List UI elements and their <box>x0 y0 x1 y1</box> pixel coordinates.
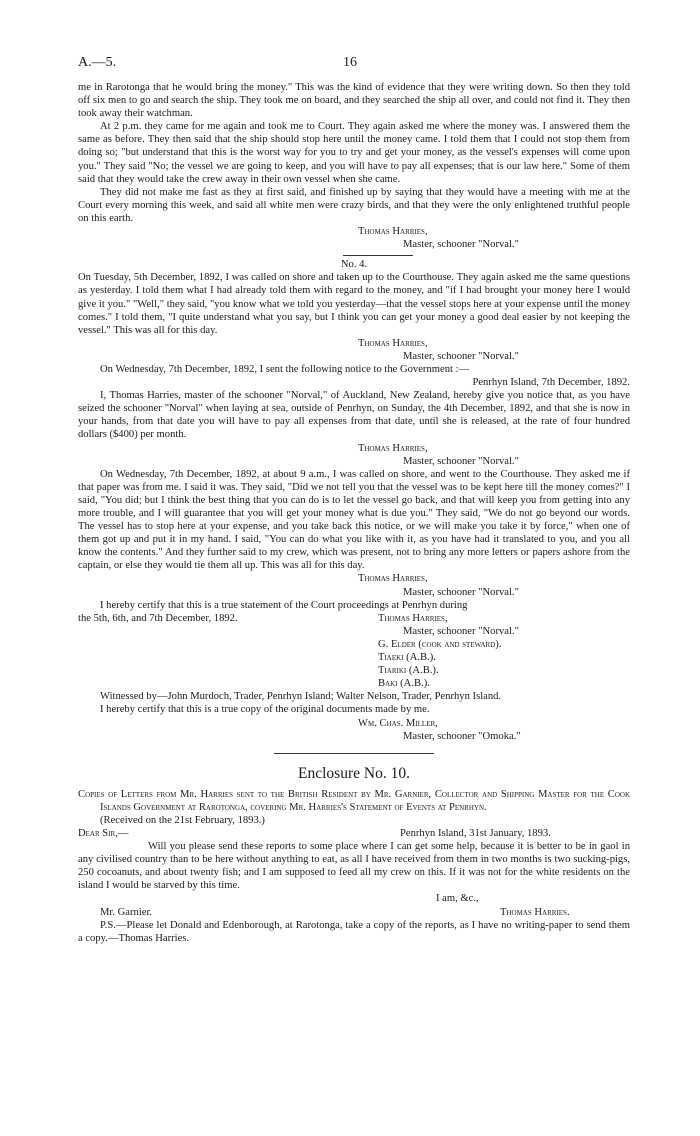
signature-title: Master, schooner "Norval." <box>403 455 519 467</box>
crew-signature: Baki (A.B.). <box>378 678 430 690</box>
addressee: Mr. Garnier. <box>100 906 153 918</box>
postscript: P.S.—Please let Donald and Edenborough, at Rarotonga, take a copy of the reports, as I have no writing-paper to send them a copy.—Thomas Harries. <box>78 919 630 944</box>
certification-row <box>78 612 630 625</box>
received-note: (Received on the 21st February, 1893.) <box>100 814 265 826</box>
certification-dates: the 5th, 6th, and 7th December, 1892. <box>78 612 238 624</box>
signature-title: Master, schooner "Norval." <box>403 625 519 637</box>
certification-line: I hereby certify that this is a true statement of the Court proceedings at Penrhyn during <box>100 599 468 611</box>
letter-closing: I am, &c., <box>436 893 479 905</box>
crew-signature: Tiariki (A.B.). <box>378 665 439 677</box>
paragraph: On Wednesday, 7th December, 1892, I sent the following notice to the Government :— <box>100 363 470 375</box>
letter-body: Will you please send these reports to some place where I can get some help, because it is better to be in gaol in any civilised country than to be here without anything to eat, as all I have received from them in two months is two sucking-pigs, 250 cocoanuts, and about twenty fish; and I am supposed to feed all my crew on this. If it was not for the white residents on the island I would be starved by this time. <box>78 841 630 892</box>
notice-paragraph: I, Thomas Harries, master of the schooner "Norval," of Auckland, New Zealand, hereby give you notice that, as you have seized the schooner "Norval" when laying at sea, outside of Penrhyn, on Sunday, the 4th December, 1892, and that she is now in your hands, from that date you will have to pay all expenses from that date, until she is released, at the rate of four hundred dollars ($400) per month. <box>78 390 630 441</box>
signature-title: Master, schooner "Norval." <box>403 586 519 598</box>
letter-signature: Thomas Harries. <box>500 906 570 918</box>
signature-name: Thomas Harries, <box>358 442 428 454</box>
crew-signature: Tiaeki (A.B.). <box>378 652 436 664</box>
signature-title: Master, schooner "Omoka." <box>403 730 521 742</box>
paragraph: me in Rarotonga that he would bring the money." This was the kind of evidence that they were writing down. So then they told off six men to go and search the ship. They took me on board, and they searched the ship all over, and could not find it. They then took away their watchman. <box>78 82 630 120</box>
page-header <box>0 56 700 76</box>
signature-name: Thomas Harries, <box>358 337 428 349</box>
document-body <box>78 81 630 945</box>
paragraph: At 2 p.m. they came for me again and took me to Court. They again asked me where the money was. I answered them the same as before. They then said that the ship should stop here until the money came. I told them that I could not stop them from doing so; "but understand that this is the worst way for you to try and get your money, as the vessel's expenses will come upon you." They said "No; the vessel we are going to keep, and you will have to pay all expenses; that is our law here." Some of them said that they would take the crew away in their own vessel when she came. <box>78 121 630 185</box>
signature-name: Thomas Harries, <box>378 612 448 624</box>
notice-place-date: Penrhyn Island, 7th December, 1892. <box>472 377 630 389</box>
signature-name: Thomas Harries, <box>358 573 428 585</box>
signature-title: Master, schooner "Norval." <box>403 239 519 251</box>
paragraph: On Tuesday, 5th December, 1892, I was called on shore and taken up to the Courthouse. They again asked me the same questions as yesterday. I told them what I had already told them with regard to the money, and "if I had brought your money here I would give it you." "Well," they said, "you know what we told you yesterday—that the vessel stops here at your expense until the money comes." I told them, "I quite understand what you say, but I think you can get your money a good deal easier by not keeping the vessel." This was all for this day. <box>78 272 630 336</box>
signature-name: Thomas Harries, <box>358 226 428 238</box>
letter-place-date: Penrhyn Island, 31st January, 1893. <box>400 827 551 839</box>
witness-line: Witnessed by—John Murdoch, Trader, Penrhyn Island; Walter Nelson, Trader, Penrhyn Island. <box>100 691 502 703</box>
letter-heading <box>78 827 630 840</box>
section-divider <box>274 753 434 754</box>
divider <box>343 255 413 256</box>
page-reference: A.—5. <box>78 55 117 70</box>
crew-signature: G. Elder (cook and steward). <box>378 638 502 650</box>
letter-sign-row <box>78 906 630 919</box>
signature-name: Wm. Chas. Miller, <box>358 717 438 729</box>
salutation: Dear Sir,— <box>78 827 129 839</box>
page-number: 16 <box>343 55 357 70</box>
signature-title: Master, schooner "Norval." <box>403 350 519 362</box>
paragraph: I hereby certify that this is a true copy of the original documents made by me. <box>100 704 430 716</box>
enclosure-title: Enclosure No. 10. <box>298 764 410 782</box>
paragraph: On Wednesday, 7th December, 1892, at about 9 a.m., I was called on shore, and went to the Courthouse. They asked me if that paper was from me. I said it was. They said, "Did we not tell you that the vessel was to be kept here till the money comes?" I said, "You did; but I think the best thing that you can do is to let the vessel go back, and that will keep you from getting into any more trouble, and I will guarantee that you will get your money what is due you." They said, "We do not go beyond our words. The vessel has to stop here at your expense, and you take back this notice, or we will make you take it by force," when one of them got up and put it in my hand. I said, "You can do what you like with it, as you have had it translated to you, and you all know the contents." And they further said to my crew, which was present, not to bring any more letters or papers ashore from the captain, or else they would tie them all up. This was all for this day. <box>78 468 630 572</box>
crew-signatures <box>378 638 630 690</box>
enclosure-description: Copies of Letters from Mr. Harries sent to the British Resident by Mr. Garnier, Collector and Shipping Master for the Cook Islands Government at Rarotonga, covering Mr. Harries's Statement of Events at Penrhyn. <box>78 788 630 813</box>
paragraph: They did not make me fast as they at first said, and finished up by saying that they would have a meeting with me at the Court every morning this week, and said all white men were crazy birds, and that they were the only enlightened truthful people on this earth. <box>78 186 630 224</box>
section-heading: No. 4. <box>340 259 368 271</box>
